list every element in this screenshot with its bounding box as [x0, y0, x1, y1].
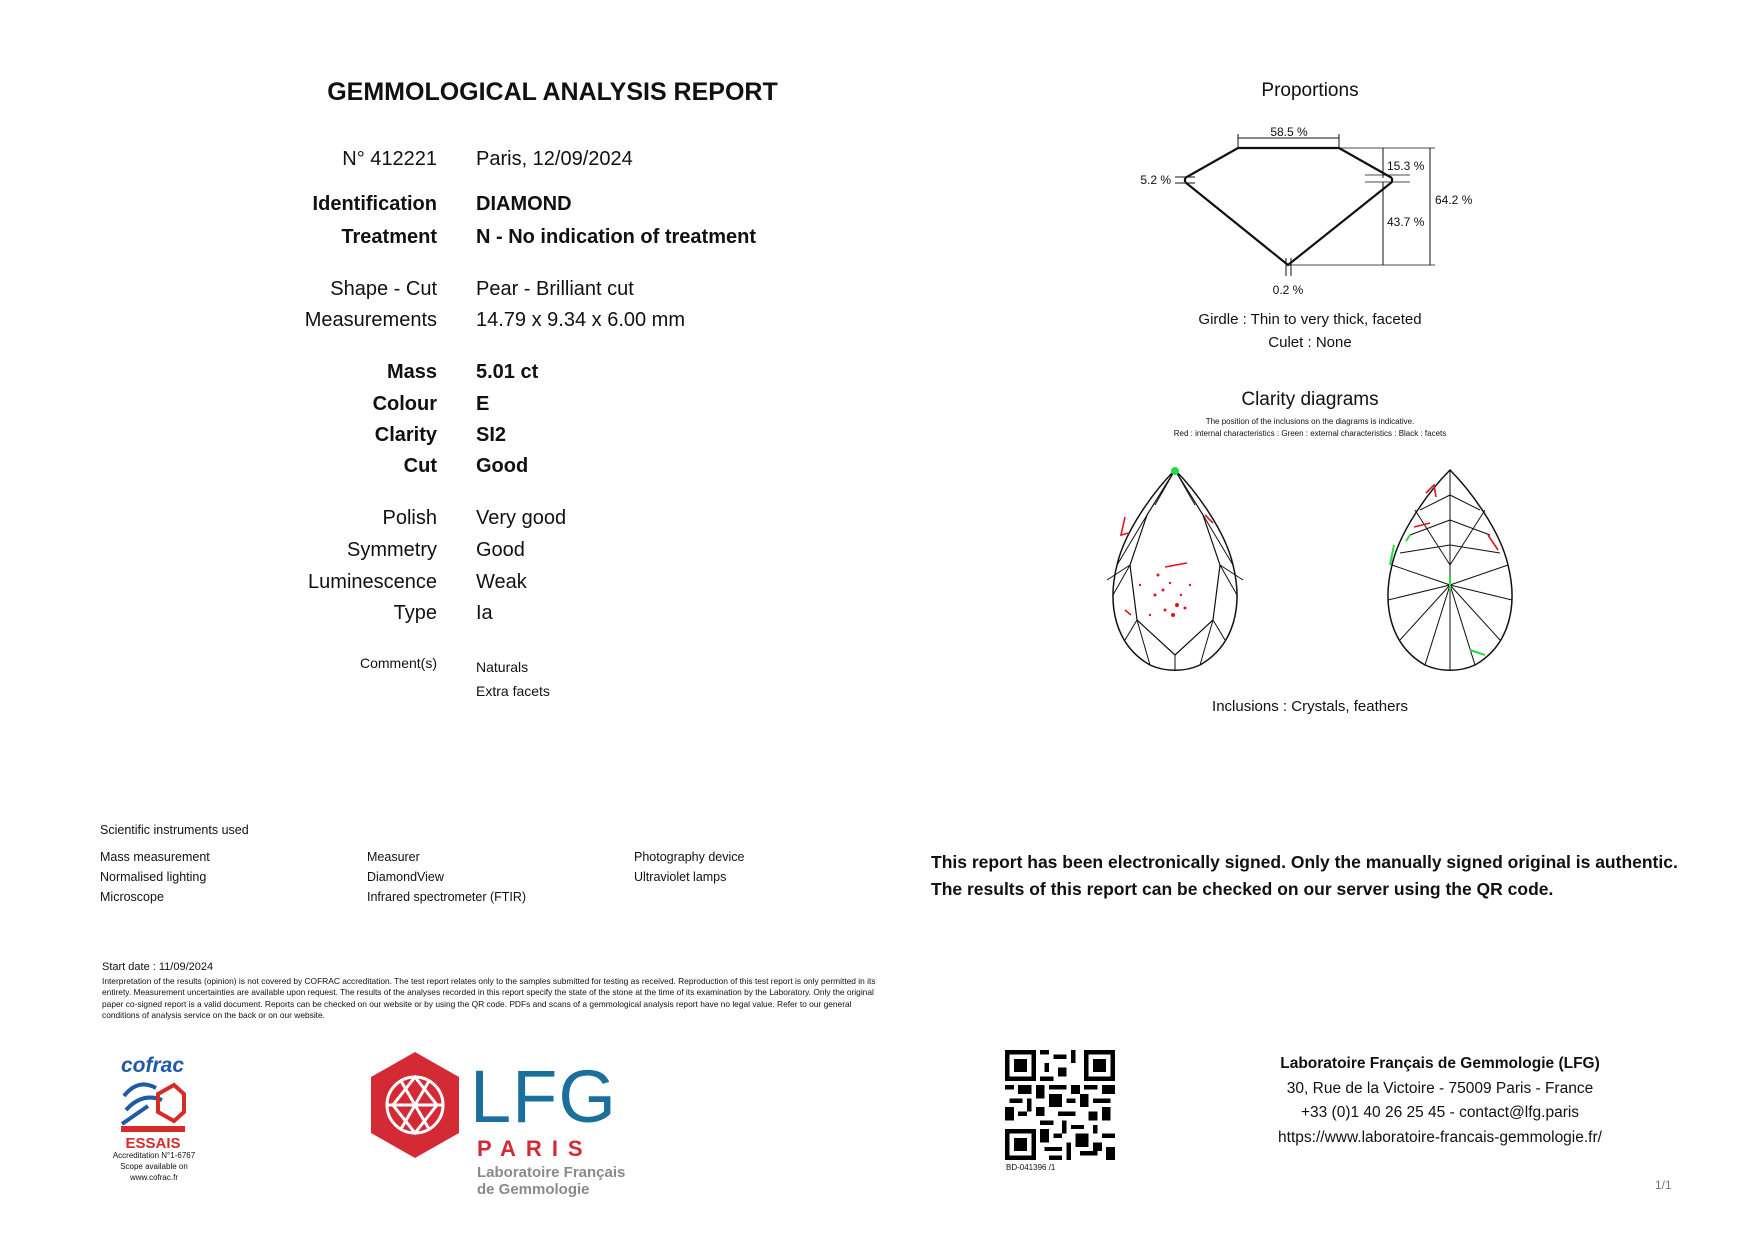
cofrac-logo-text: cofrac	[121, 1054, 185, 1077]
instruments-col2	[367, 847, 526, 907]
comment-line: Extra facets	[476, 683, 550, 699]
field-value: Very good	[476, 507, 567, 529]
culet-text: Culet : None	[1268, 334, 1352, 351]
cofrac-scope: Scope available on	[120, 1162, 188, 1171]
instrument-item: Infrared spectrometer (FTIR)	[367, 890, 527, 904]
lab-website[interactable]: https://www.laboratoire-francais-gemmologie.fr/	[1278, 1128, 1602, 1146]
comment-line: Naturals	[476, 659, 529, 675]
field-value: SI2	[476, 424, 507, 446]
signature-notice-line: This report has been electronically signed. Only the manually signed original is authentic.	[931, 852, 1678, 872]
field-label: Type	[393, 602, 437, 624]
proportions-diagram	[1125, 120, 1505, 302]
legal-text: Interpretation of the results (opinion) is not covered by COFRAC accreditation. The test report relates only to the samples submitted for testing as received. Reproduction of this test report is only permitted in its entirety. Measurement uncertainties are available upon request. The results of the analyses recorded in this report specify the state of the stone at the time of its examination by the Laboratory. Only the original paper co-signed report is a valid document. Reports can be checked on our website or by using the QR code. PDFs and scans of a gemmological analysis report have no legal value. Refer to our general conditions of analysis service on the back or on our website.	[102, 976, 876, 1021]
pavilion-pct-label: 43.7 %	[1387, 215, 1425, 229]
clarity-note-position: The position of the inclusions on the diagrams is indicative.	[1205, 417, 1415, 426]
field-label: Measurements	[304, 309, 437, 331]
clarity-title: Clarity diagrams	[1241, 389, 1379, 410]
external-inclusion	[1171, 467, 1179, 475]
field-label: Treatment	[341, 226, 437, 248]
external-inclusions	[1390, 535, 1485, 655]
field-value: 14.79 x 9.34 x 6.00 mm	[476, 309, 686, 331]
instrument-item: Ultraviolet lamps	[634, 870, 727, 884]
lfg-hexagon-icon	[367, 1049, 463, 1161]
cofrac-logo	[118, 1054, 190, 1164]
culet-pct-label: 0.2 %	[1272, 283, 1304, 297]
instrument-item: Mass measurement	[100, 850, 210, 864]
lfg-city: PARIS	[477, 1136, 593, 1161]
field-value: 5.01 ct	[476, 361, 539, 383]
clarity-crown-diagram	[1095, 465, 1255, 675]
page-number: 1/1	[1655, 1178, 1672, 1192]
field-label: Shape - Cut	[330, 278, 437, 300]
instrument-item: Microscope	[100, 890, 164, 904]
field-value: N - No indication of treatment	[476, 226, 756, 248]
field-label: Colour	[372, 393, 437, 415]
cofrac-site: www.cofrac.fr	[129, 1173, 178, 1182]
field-label: Cut	[403, 455, 437, 477]
table-pct-label: 58.5 %	[1270, 125, 1308, 139]
field-value: DIAMOND	[476, 193, 572, 215]
girdle-text: Girdle : Thin to very thick, faceted	[1198, 311, 1422, 328]
lab-address: 30, Rue de la Victoire - 75009 Paris - France	[1286, 1079, 1594, 1097]
instruments-title: Scientific instruments used	[100, 823, 249, 837]
signature-notice-line: The results of this report can be checked on our server using the QR code.	[931, 879, 1554, 899]
instrument-item: Normalised lighting	[100, 870, 207, 884]
field-label: Mass	[386, 361, 437, 383]
qr-code-icon[interactable]	[1005, 1050, 1115, 1160]
report-place-date: Paris, 12/09/2024	[476, 148, 633, 170]
internal-dots	[1139, 574, 1191, 618]
cofrac-essais: ESSAIS	[125, 1135, 181, 1152]
pear-outline	[1113, 470, 1237, 670]
field-value: Weak	[476, 571, 527, 593]
field-label: Symmetry	[347, 539, 437, 561]
lfg-letters: LFG	[470, 1055, 617, 1138]
instrument-item: DiamondView	[367, 870, 444, 884]
lab-info	[1230, 1052, 1650, 1150]
lab-contact[interactable]: +33 (0)1 40 26 25 45 - contact@lfg.paris	[1300, 1104, 1580, 1121]
crown-outline	[1185, 148, 1392, 178]
clarity-pavilion-diagram	[1370, 465, 1530, 675]
clarity-note-legend: Red : internal characteristics : Green : external characteristics : Black : facets	[1173, 429, 1447, 438]
report-number: N° 412221	[342, 148, 437, 170]
field-label: Luminescence	[308, 571, 437, 593]
internal-inclusions	[1414, 485, 1498, 550]
girdle-pct-label: 5.2 %	[1140, 173, 1171, 187]
instruments-col3	[634, 847, 745, 887]
comments-lines	[476, 655, 550, 703]
start-date: Start date : 11/09/2024	[102, 961, 214, 973]
instruments-col1	[100, 847, 210, 907]
cofrac-info	[94, 1150, 214, 1183]
field-label: Identification	[312, 193, 437, 215]
field-label: Polish	[382, 507, 437, 529]
table-outline	[1130, 470, 1220, 655]
field-value: Good	[476, 455, 529, 477]
instrument-item: Photography device	[634, 850, 745, 864]
crown-pct-label: 15.3 %	[1387, 159, 1425, 173]
pavilion-outline	[1185, 182, 1392, 265]
total-pct-label: 64.2 %	[1435, 193, 1473, 207]
field-value: E	[476, 393, 490, 415]
inclusions-text: Inclusions : Crystals, feathers	[1212, 698, 1408, 715]
report-title: GEMMOLOGICAL ANALYSIS REPORT	[327, 78, 778, 106]
field-value: Good	[476, 539, 525, 561]
signature-notice	[931, 849, 1678, 903]
field-label: Clarity	[374, 424, 437, 446]
proportions-title: Proportions	[1261, 80, 1359, 101]
field-value: Ia	[476, 602, 493, 624]
lfg-subtitle-line: de Gemmologie	[477, 1181, 590, 1198]
qr-code-id: BD-041396 /1	[1006, 1163, 1056, 1172]
lfg-subtitle	[477, 1164, 625, 1198]
instrument-item: Measurer	[367, 850, 420, 864]
lab-name: Laboratoire Français de Gemmologie (LFG)	[1280, 1055, 1600, 1072]
cofrac-accreditation: Accreditation N°1-6767	[112, 1151, 196, 1160]
comments-label: Comment(s)	[359, 655, 437, 671]
field-value: Pear - Brilliant cut	[476, 278, 634, 300]
lfg-subtitle-line: Laboratoire Français	[477, 1164, 626, 1181]
